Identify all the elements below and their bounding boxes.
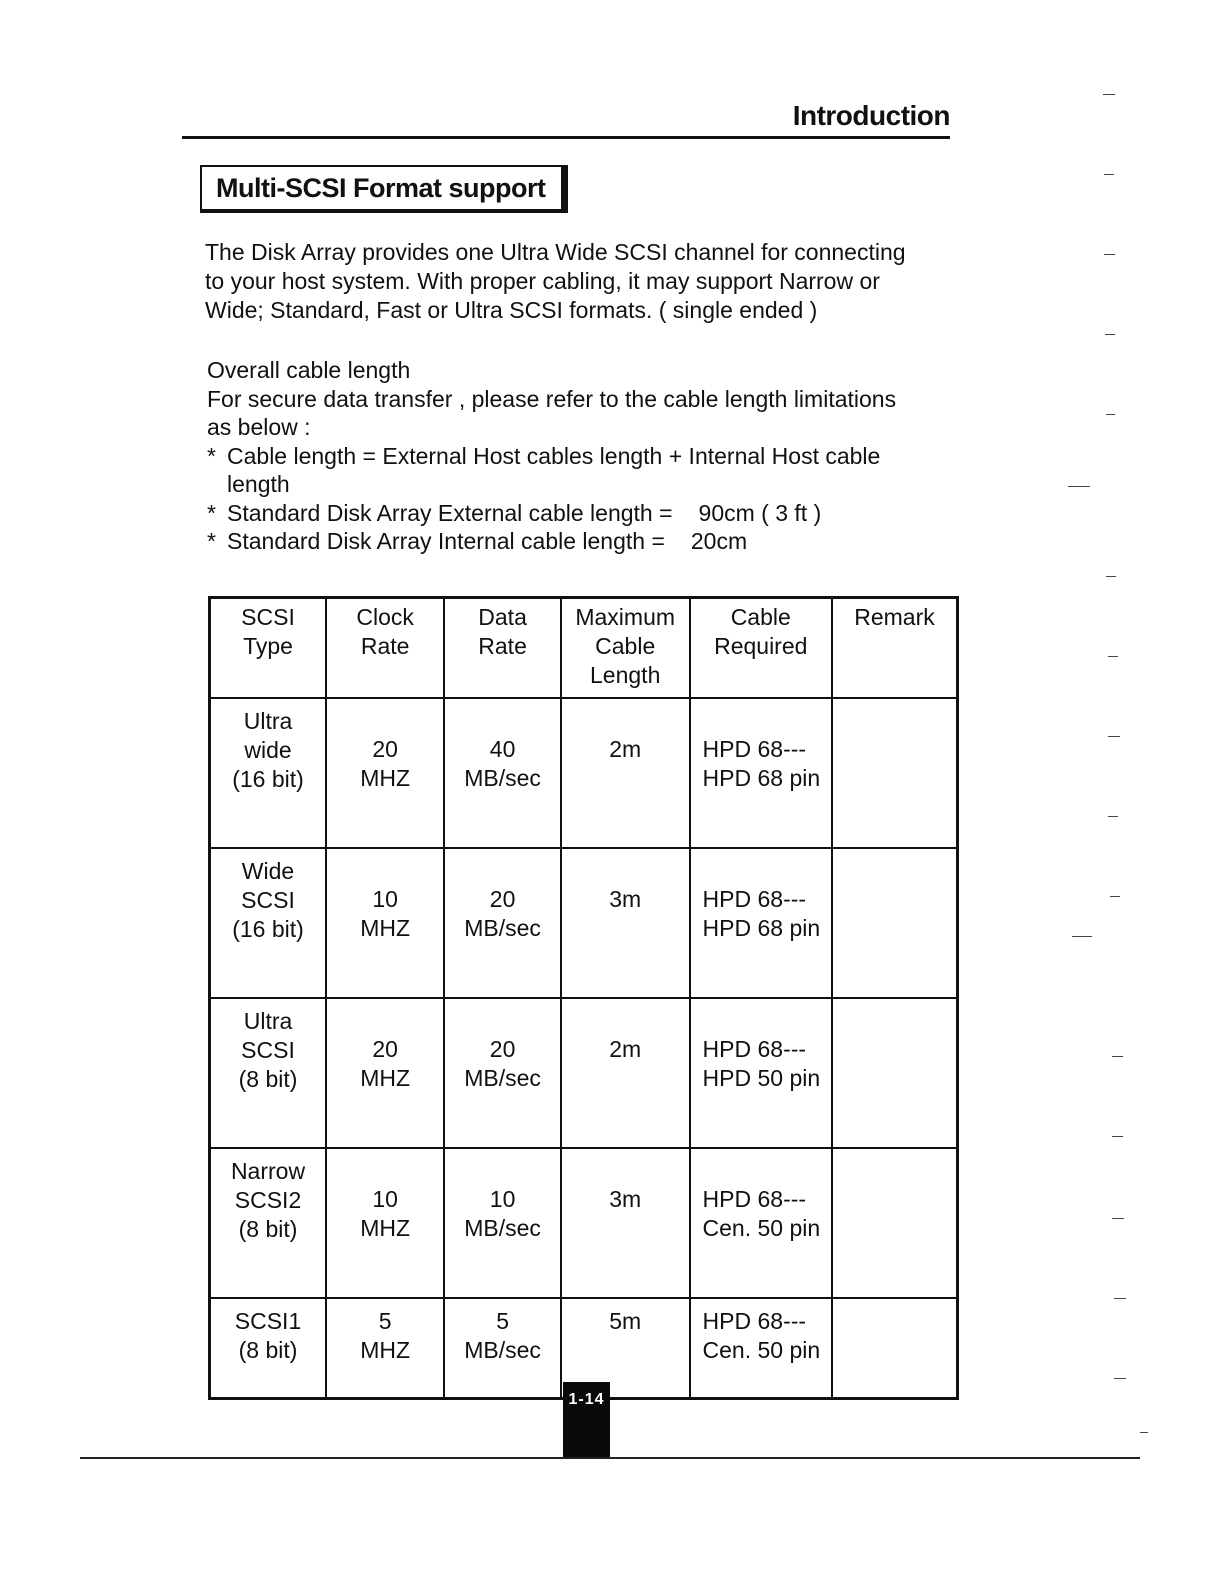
bullet-star: * — [207, 499, 216, 526]
cell-clock-rate: 10 MHZ — [326, 848, 444, 998]
scan-mark — [1106, 414, 1115, 415]
bullet-star: * — [207, 528, 216, 554]
cell-remark — [832, 848, 958, 998]
table-row — [210, 998, 958, 1148]
cell-scsi-type: Wide SCSI (16 bit) — [210, 848, 327, 998]
scan-mark — [1112, 1136, 1123, 1137]
scan-mark — [1108, 656, 1118, 657]
table-row — [210, 698, 958, 848]
intro-line: to your host system. With proper cabling, it may support Narrow or — [205, 268, 880, 294]
bullet-text: length — [227, 471, 290, 497]
cell-cable-required: HPD 68--- Cen. 50 pin — [690, 1148, 832, 1298]
cable-bullet — [207, 527, 967, 556]
scan-mark — [1104, 254, 1115, 255]
cell-cable-required: HPD 68--- HPD 68 pin — [690, 698, 832, 848]
table-row — [210, 848, 958, 998]
page-header-title: Introduction — [792, 100, 950, 131]
cell-remark — [832, 698, 958, 848]
cable-note-line: as below : — [207, 414, 311, 440]
intro-line: Wide; Standard, Fast or Ultra SCSI formats. ( single ended ) — [205, 297, 818, 323]
scan-mark — [1108, 816, 1118, 817]
column-header-cable-required: Cable Required — [690, 598, 832, 699]
cell-remark — [832, 998, 958, 1148]
scan-mark — [1105, 334, 1115, 335]
scan-mark — [1103, 94, 1115, 95]
cell-scsi-type: SCSI1 (8 bit) — [210, 1298, 327, 1399]
column-header-clock-rate: Clock Rate — [326, 598, 444, 699]
column-header-remark: Remark — [832, 598, 958, 699]
cell-cable-required: HPD 68--- HPD 68 pin — [690, 848, 832, 998]
bullet-text: Cable length = External Host cables length + Internal Host cable — [227, 442, 881, 469]
scan-mark — [1140, 1432, 1148, 1433]
cell-remark — [832, 1298, 958, 1399]
cell-max-length: 3m — [561, 1148, 690, 1298]
cell-data-rate: 5 MB/sec — [444, 1298, 561, 1399]
cell-cable-required: HPD 68--- Cen. 50 pin — [690, 1298, 832, 1399]
column-header-scsi-type: SCSI Type — [210, 598, 327, 699]
bullet-label: Standard Disk Array External cable length = — [227, 499, 673, 526]
cable-heading: Overall cable length — [207, 357, 411, 383]
cell-clock-rate: 5 MHZ — [326, 1298, 444, 1399]
column-header-max-cable-length: Maximum Cable Length — [561, 598, 690, 699]
cell-clock-rate: 20 MHZ — [326, 698, 444, 848]
scan-mark — [1108, 736, 1120, 737]
scan-mark — [1068, 486, 1090, 487]
footer-rule — [80, 1457, 1140, 1459]
header-rule — [182, 136, 950, 139]
bullet-star: * — [207, 442, 216, 469]
page-number-tab: 1-14 — [563, 1382, 610, 1457]
cable-note-line: For secure data transfer , please refer to the cable length limitations — [207, 385, 897, 412]
bullet-value: 90cm ( 3 ft ) — [698, 499, 822, 526]
scsi-format-table — [208, 596, 959, 1400]
cell-max-length: 2m — [561, 698, 690, 848]
table-row — [210, 1148, 958, 1298]
cell-max-length: 2m — [561, 998, 690, 1148]
scan-mark — [1114, 1378, 1126, 1379]
column-header-data-rate: Data Rate — [444, 598, 561, 699]
cell-cable-required: HPD 68--- HPD 50 pin — [690, 998, 832, 1148]
cell-data-rate: 20 MB/sec — [444, 848, 561, 998]
cell-max-length: 5m — [561, 1298, 690, 1399]
scan-mark — [1104, 174, 1114, 175]
section-title: Multi-SCSI Format support — [200, 165, 568, 213]
cell-max-length: 3m — [561, 848, 690, 998]
scan-mark — [1112, 1056, 1123, 1057]
cell-clock-rate: 20 MHZ — [326, 998, 444, 1148]
bullet-label: Standard Disk Array Internal cable length = — [227, 528, 665, 554]
cell-scsi-type: Ultra SCSI (8 bit) — [210, 998, 327, 1148]
scan-mark — [1114, 1298, 1126, 1299]
cable-length-section — [207, 356, 967, 556]
scan-mark — [1112, 1218, 1124, 1219]
scan-mark — [1072, 936, 1092, 937]
cell-data-rate: 10 MB/sec — [444, 1148, 561, 1298]
intro-paragraph — [205, 238, 965, 325]
cable-bullet — [207, 442, 967, 499]
cell-remark — [832, 1148, 958, 1298]
cell-scsi-type: Ultra wide (16 bit) — [210, 698, 327, 848]
scan-mark — [1106, 576, 1116, 577]
scan-mark — [1110, 896, 1120, 897]
cell-data-rate: 40 MB/sec — [444, 698, 561, 848]
cell-scsi-type: Narrow SCSI2 (8 bit) — [210, 1148, 327, 1298]
cable-bullet — [207, 499, 967, 528]
cell-clock-rate: 10 MHZ — [326, 1148, 444, 1298]
table-header-row — [210, 598, 958, 699]
intro-line: The Disk Array provides one Ultra Wide SCSI channel for connecting — [205, 239, 906, 265]
bullet-value: 20cm — [690, 528, 748, 554]
cell-data-rate: 20 MB/sec — [444, 998, 561, 1148]
